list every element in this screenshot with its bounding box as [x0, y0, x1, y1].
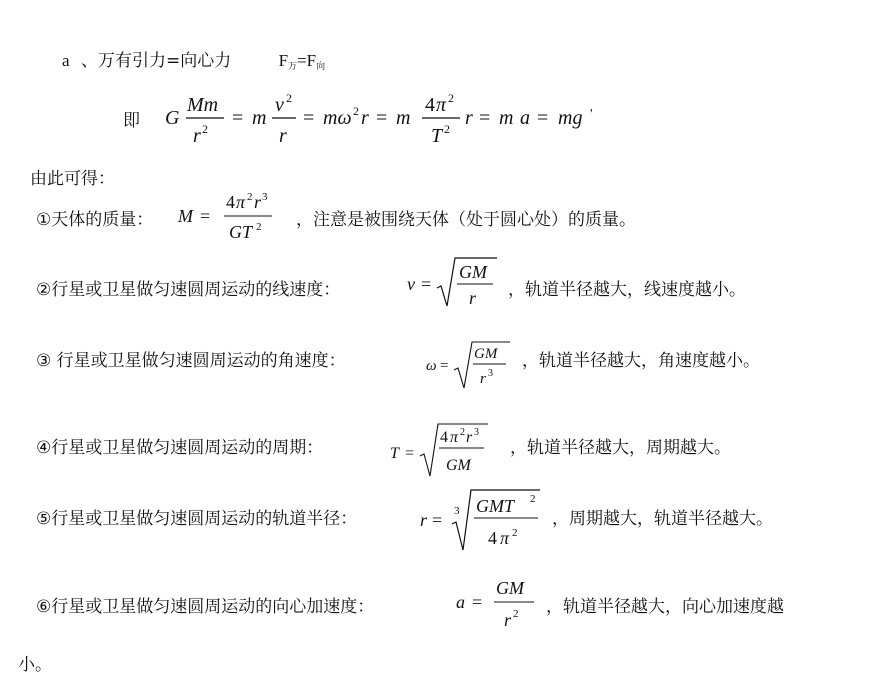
item-prefix: ②行星或卫星做匀速圆周运动的线速度：: [36, 280, 341, 300]
svg-text:4: 4: [425, 94, 435, 116]
item-note: ，轨道半径越大，周期越大。: [510, 438, 731, 458]
force-equation: $F_万=F_向$: [278, 51, 326, 71]
svg-text:4: 4: [488, 528, 497, 548]
svg-text:2: 2: [256, 221, 262, 233]
svg-text:2: 2: [512, 527, 518, 539]
svg-text:T: T: [390, 445, 399, 462]
svg-text:=: =: [376, 107, 388, 129]
svg-text:=: =: [432, 510, 443, 530]
svg-text:3: 3: [488, 368, 493, 379]
item-linear-velocity: [36, 275, 340, 300]
svg-text:mω: mω: [323, 107, 352, 129]
svg-text:π: π: [436, 94, 447, 116]
item-note: ，轨道半径越大，线速度越小。: [508, 280, 746, 300]
item-prefix: ③ 行星或卫星做匀速圆周运动的角速度：: [36, 351, 346, 371]
svg-text:m: m: [499, 107, 514, 129]
heading-marker: a: [62, 51, 70, 70]
heading-text: 、万有引力=向心力: [80, 51, 232, 71]
svg-text:2: 2: [513, 608, 519, 620]
svg-text:r: r: [254, 192, 262, 212]
svg-text:m: m: [396, 107, 411, 129]
acceleration-formula: [454, 572, 544, 632]
svg-text:G: G: [165, 107, 180, 129]
svg-text:r: r: [466, 429, 473, 446]
svg-text:GT: GT: [229, 222, 253, 242]
svg-text:2: 2: [202, 122, 208, 136]
svg-text:=: =: [405, 445, 415, 462]
svg-text:4: 4: [226, 192, 235, 212]
svg-text:GM: GM: [474, 346, 498, 362]
svg-text:=: =: [479, 107, 491, 129]
svg-text:GMT: GMT: [476, 496, 515, 516]
velocity-formula: [405, 254, 505, 314]
svg-text:v: v: [407, 274, 415, 294]
svg-text:2: 2: [353, 104, 359, 118]
item-period: [36, 433, 323, 458]
angular-velocity-formula: [424, 338, 524, 394]
svg-text:m: m: [252, 107, 267, 129]
svg-text:2: 2: [448, 91, 454, 105]
mass-formula: [176, 186, 286, 246]
item-prefix: ⑤行星或卫星做匀速圆周运动的轨道半径：: [36, 509, 358, 529]
radius-formula: [418, 486, 548, 554]
svg-text:r: r: [465, 107, 473, 129]
svg-text:r: r: [420, 510, 428, 530]
gravity-equation: [160, 86, 610, 152]
svg-text:π: π: [500, 528, 510, 548]
svg-text:': ': [590, 107, 593, 122]
svg-text:=: =: [472, 592, 483, 612]
svg-text:GM: GM: [446, 457, 471, 474]
period-formula: [388, 420, 498, 480]
svg-text:2: 2: [247, 191, 253, 203]
intro-text: 由此可得：: [30, 169, 115, 189]
svg-text:4: 4: [440, 429, 448, 446]
svg-text:ω: ω: [426, 358, 437, 374]
svg-text:Mm: Mm: [187, 94, 219, 116]
item-note-continuation: 小。: [18, 655, 52, 675]
svg-text:2: 2: [444, 122, 450, 136]
svg-text:=: =: [537, 107, 549, 129]
svg-text:r: r: [504, 610, 512, 630]
item-note: ，注意是被围绕天体（处于圆心处）的质量。: [296, 210, 636, 230]
item-note: ，轨道半径越大，向心加速度越: [546, 597, 784, 617]
svg-text:=: =: [200, 206, 211, 226]
item-orbit-radius: [36, 504, 357, 529]
svg-text:3: 3: [474, 427, 479, 438]
item-prefix: ⑥行星或卫星做匀速圆周运动的向心加速度：: [36, 597, 375, 617]
svg-text:=: =: [440, 358, 449, 374]
svg-text:=: =: [303, 107, 315, 129]
svg-text:2: 2: [286, 91, 292, 105]
item-note: ，轨道半径越大，角速度越小。: [522, 351, 760, 371]
svg-text:r: r: [361, 107, 369, 129]
svg-text:=: =: [421, 274, 432, 294]
svg-text:r: r: [480, 371, 486, 387]
svg-text:a: a: [520, 107, 530, 129]
svg-text:π: π: [450, 429, 459, 446]
ji-label: 即: [123, 111, 140, 131]
svg-text:GM: GM: [459, 262, 487, 282]
item-prefix: ①天体的质量：: [36, 210, 154, 230]
item-prefix: ④行星或卫星做匀速圆周运动的周期：: [36, 438, 324, 458]
item-centripetal-acceleration: [36, 592, 374, 617]
svg-text:2: 2: [530, 493, 536, 505]
svg-text:π: π: [236, 192, 246, 212]
svg-text:T: T: [431, 125, 443, 147]
heading-line: [62, 46, 325, 72]
svg-text:=: =: [232, 107, 244, 129]
item-mass: [36, 205, 153, 230]
svg-text:mg: mg: [558, 107, 583, 129]
svg-text:r: r: [469, 288, 477, 308]
svg-text:M: M: [178, 206, 193, 226]
svg-text:r: r: [193, 125, 201, 147]
svg-text:3: 3: [262, 191, 268, 203]
svg-text:GM: GM: [496, 578, 524, 598]
svg-text:r: r: [279, 125, 287, 147]
item-angular-velocity: [36, 346, 346, 371]
svg-text:3: 3: [454, 505, 460, 517]
svg-text:a: a: [456, 592, 465, 612]
svg-text:v: v: [275, 94, 284, 116]
item-note: ，周期越大，轨道半径越大。: [552, 509, 773, 529]
svg-text:2: 2: [460, 427, 465, 438]
